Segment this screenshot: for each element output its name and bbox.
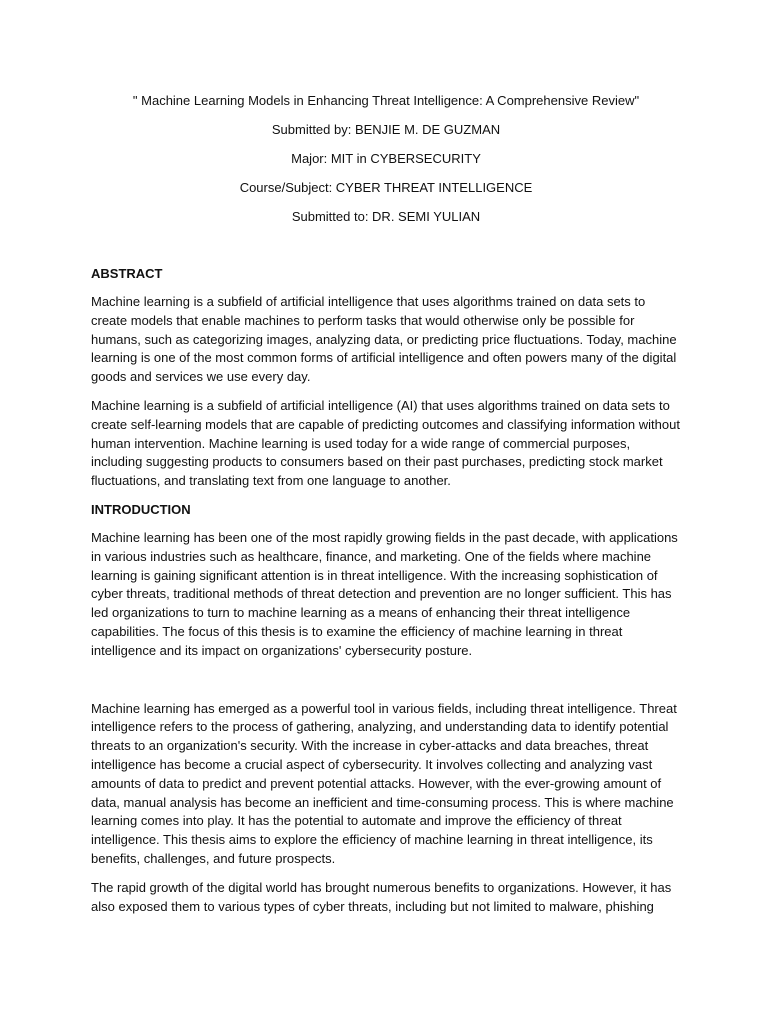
course-line: Course/Subject: CYBER THREAT INTELLIGENCE — [239, 180, 533, 195]
abstract-paragraph-1: Machine learning is a subfield of artificial intelligence that uses algorithms trained on data sets to create models that enable machines to perform tasks that would otherwise only be possible for humans, such as categorizing images, analyzing data, or predicting price fluctuations. Today, machine learning is one of the most common forms of artificial intelligence and often powers many of the digital goods and services we use every day. — [91, 294, 677, 385]
document-title: " Machine Learning Models in Enhancing Threat Intelligence: A Comprehensive Review" — [132, 93, 640, 108]
major-line: Major: MIT in CYBERSECURITY — [291, 151, 481, 166]
introduction-paragraph-1: Machine learning has been one of the most rapidly growing fields in the past decade, with applications in various industries such as healthcare, finance, and marketing. One of the fields where machine learning is gaining significant attention is in threat intelligence. With the increasing sophistication of cyber threats, traditional methods of threat detection and prevention are no longer sufficient. This has led organizations to turn to machine learning as a means of enhancing their threat intelligence capabilities. The focus of this thesis is to examine the efficiency of machine learning in threat intelligence and its impact on organizations' cybersecurity posture. — [91, 529, 678, 658]
introduction-heading: INTRODUCTION — [91, 501, 191, 517]
submitted-to-line: Submitted to: DR. SEMI YULIAN — [291, 209, 481, 224]
submitted-by-line: Submitted by: BENJIE M. DE GUZMAN — [271, 122, 501, 137]
document-content — [91, 92, 681, 926]
introduction-paragraph-2: Machine learning has emerged as a powerful tool in various fields, including threat intelligence. Threat intelligence refers to the process of gathering, analyzing, and understanding data to identify potential threats to an organization's security. With the increase in cyber-attacks and data breaches, threat intelligence has become a crucial aspect of cybersecurity. It involves collecting and analyzing vast amounts of data to predict and prevent potential attacks. However, with the ever-growing amount of data, manual analysis has become an inefficient and time-consuming process. This is where machine learning comes into play. It has the potential to automate and improve the efficiency of threat intelligence. This thesis aims to explore the efficiency of machine learning in threat intelligence, its benefits, challenges, and future prospects. — [91, 700, 677, 866]
introduction-paragraph-3: The rapid growth of the digital world has brought numerous benefits to organizations. However, it has also exposed them to various types of cyber threats, including but not limited to malware, phishing — [91, 879, 672, 914]
abstract-heading: ABSTRACT — [91, 266, 163, 281]
abstract-paragraph-2: Machine learning is a subfield of artificial intelligence (AI) that uses algorithms trained on data sets to create self-learning models that are capable of predicting outcomes and classifying information without human intervention. Machine learning is used today for a wide range of commercial purposes, including suggesting products to consumers based on their past purchases, predicting stock market fluctuations, and translating text from one language to another. — [91, 397, 680, 489]
